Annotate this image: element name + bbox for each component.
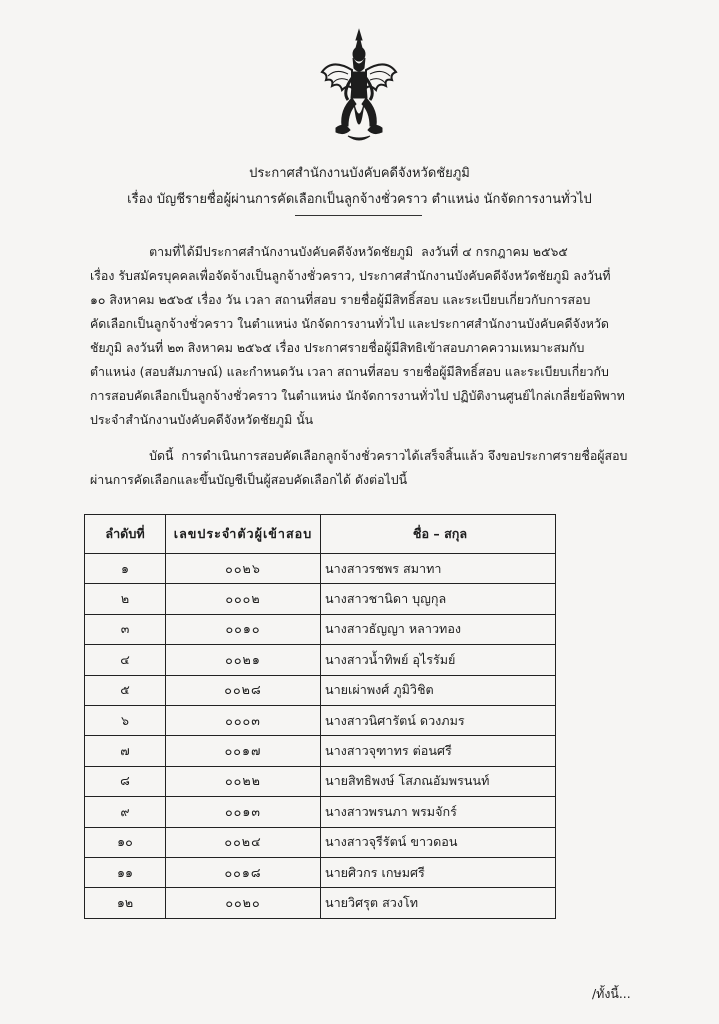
paragraph-line: ผ่านการคัดเลือกและขึ้นบัญชีเป็นผู้สอบคัดเลือกได้ ดังต่อไปนี้ xyxy=(90,472,408,487)
row-order: ๒ xyxy=(85,584,166,614)
paragraph-line: ตามที่ได้มีประกาศสำนักงานบังคับคดีจังหวัดชัยภูมิ ลงวันที่ ๔ กรกฎาคม ๒๕๖๕ xyxy=(90,244,568,259)
row-exam-id: ๐๐๐๓ xyxy=(166,705,321,735)
table-row xyxy=(85,675,556,705)
row-exam-id: ๐๐๒๐ xyxy=(166,888,321,918)
row-exam-id: ๐๐๒๔ xyxy=(166,827,321,857)
row-order: ๙ xyxy=(85,797,166,827)
row-order: ๓ xyxy=(85,614,166,644)
row-order: ๕ xyxy=(85,675,166,705)
column-header-order: ลำดับที่ xyxy=(85,515,166,554)
row-exam-id: ๐๐๑๐ xyxy=(166,614,321,644)
announcement-title: ประกาศสำนักงานบังคับคดีจังหวัดชัยภูมิ xyxy=(249,166,470,181)
paragraph-line: การสอบคัดเลือกเป็นลูกจ้างชั่วคราว ในตำแหน่ง นักจัดการงานทั่วไป ปฏิบัติงานศูนย์ไกล่เกลี่ยข้อพิพาท xyxy=(90,388,625,403)
row-name: นางสาวรชพร สมาทา xyxy=(321,554,556,584)
row-name: นางสาวชานิดา บุญกุล xyxy=(321,584,556,614)
row-name: นายศิวกร เกษมศรี xyxy=(321,857,556,887)
table-row xyxy=(85,766,556,796)
table-row xyxy=(85,614,556,644)
row-exam-id: ๐๐๑๘ xyxy=(166,857,321,887)
row-order: ๑๒ xyxy=(85,888,166,918)
row-exam-id: ๐๐๒๖ xyxy=(166,554,321,584)
row-order: ๑๑ xyxy=(85,857,166,887)
row-name: นางสาวจุรีรัตน์ ขาวดอน xyxy=(321,827,556,857)
title-divider xyxy=(295,215,422,216)
announcement-subject: เรื่อง บัญชีรายชื่อผู้ผ่านการคัดเลือกเป็นลูกจ้างชั่วคราว ตำแหน่ง นักจัดการงานทั่วไป xyxy=(127,192,592,207)
row-name: นายสิทธิพงษ์ โสภณอัมพรนนท์ xyxy=(321,766,556,796)
row-name: นางสาวน้ำทิพย์ อุไรรัมย์ xyxy=(321,645,556,675)
paragraph-line: ชัยภูมิ ลงวันที่ ๒๓ สิงหาคม ๒๕๖๕ เรื่อง ประกาศรายชื่อผู้มีสิทธิเข้าสอบภาคความเหมาะสมกับ xyxy=(90,340,585,355)
candidate-table xyxy=(84,514,556,919)
table-header-row xyxy=(85,515,556,554)
row-name: นายเผ่าพงศ์ ภูมิวิชิต xyxy=(321,675,556,705)
table-row xyxy=(85,705,556,735)
paragraph-line: ตำแหน่ง (สอบสัมภาษณ์) และกำหนดวัน เวลา สถานที่สอบ รายชื่อผู้มีสิทธิ์สอบ และระเบียบเกี่ยวกับ xyxy=(90,364,609,379)
table-row xyxy=(85,645,556,675)
row-exam-id: ๐๐๐๒ xyxy=(166,584,321,614)
continuation-note: /ทั้งนี้... xyxy=(592,986,631,1001)
body-paragraph-2 xyxy=(90,444,650,492)
paragraph-line: คัดเลือกเป็นลูกจ้างชั่วคราว ในตำแหน่ง นักจัดการงานทั่วไป และประกาศสำนักงานบังคับคดีจังหวัด xyxy=(90,316,609,331)
column-header-name: ชื่อ – สกุล xyxy=(321,515,556,554)
row-name: นางสาวพรนภา พรมจักร์ xyxy=(321,797,556,827)
paragraph-line: บัดนี้ การดำเนินการสอบคัดเลือกลูกจ้างชั่วคราวได้เสร็จสิ้นแล้ว จึงขอประกาศรายชื่อผู้สอบ xyxy=(90,448,628,463)
row-exam-id: ๐๐๒๑ xyxy=(166,645,321,675)
garuda-emblem-icon xyxy=(318,28,400,146)
table-row xyxy=(85,584,556,614)
paragraph-line: ประจำสำนักงานบังคับคดีจังหวัดชัยภูมิ นั้น xyxy=(90,412,314,427)
table-row xyxy=(85,827,556,857)
row-order: ๘ xyxy=(85,766,166,796)
row-name: นางสาวนิศารัตน์ ดวงภมร xyxy=(321,705,556,735)
row-order: ๗ xyxy=(85,736,166,766)
table-row xyxy=(85,554,556,584)
table-row xyxy=(85,857,556,887)
row-name: นายวิศรุต สวงโท xyxy=(321,888,556,918)
row-order: ๔ xyxy=(85,645,166,675)
paragraph-line: ๑๐ สิงหาคม ๒๕๖๕ เรื่อง วัน เวลา สถานที่สอบ รายชื่อผู้มีสิทธิ์สอบ และระเบียบเกี่ยวกับการสอบ xyxy=(90,292,591,307)
row-exam-id: ๐๐๑๗ xyxy=(166,736,321,766)
table-row xyxy=(85,736,556,766)
row-exam-id: ๐๐๑๓ xyxy=(166,797,321,827)
table-row xyxy=(85,888,556,918)
row-name: นางสาวจุฑาทร ต่อนศรี xyxy=(321,736,556,766)
row-exam-id: ๐๐๒๒ xyxy=(166,766,321,796)
row-order: ๑๐ xyxy=(85,827,166,857)
row-name: นางสาวธัญญา หลาวทอง xyxy=(321,614,556,644)
column-header-exam-id: เลขประจำตัวผู้เข้าสอบ xyxy=(166,515,321,554)
row-order: ๑ xyxy=(85,554,166,584)
row-exam-id: ๐๐๒๘ xyxy=(166,675,321,705)
row-order: ๖ xyxy=(85,705,166,735)
table-row xyxy=(85,797,556,827)
body-paragraph-1 xyxy=(90,240,650,432)
paragraph-line: เรื่อง รับสมัครบุคคลเพื่อจัดจ้างเป็นลูกจ้างชั่วคราว, ประกาศสำนักงานบังคับคดีจังหวัดชัยภูมิ ลงวันที่ xyxy=(90,268,611,283)
